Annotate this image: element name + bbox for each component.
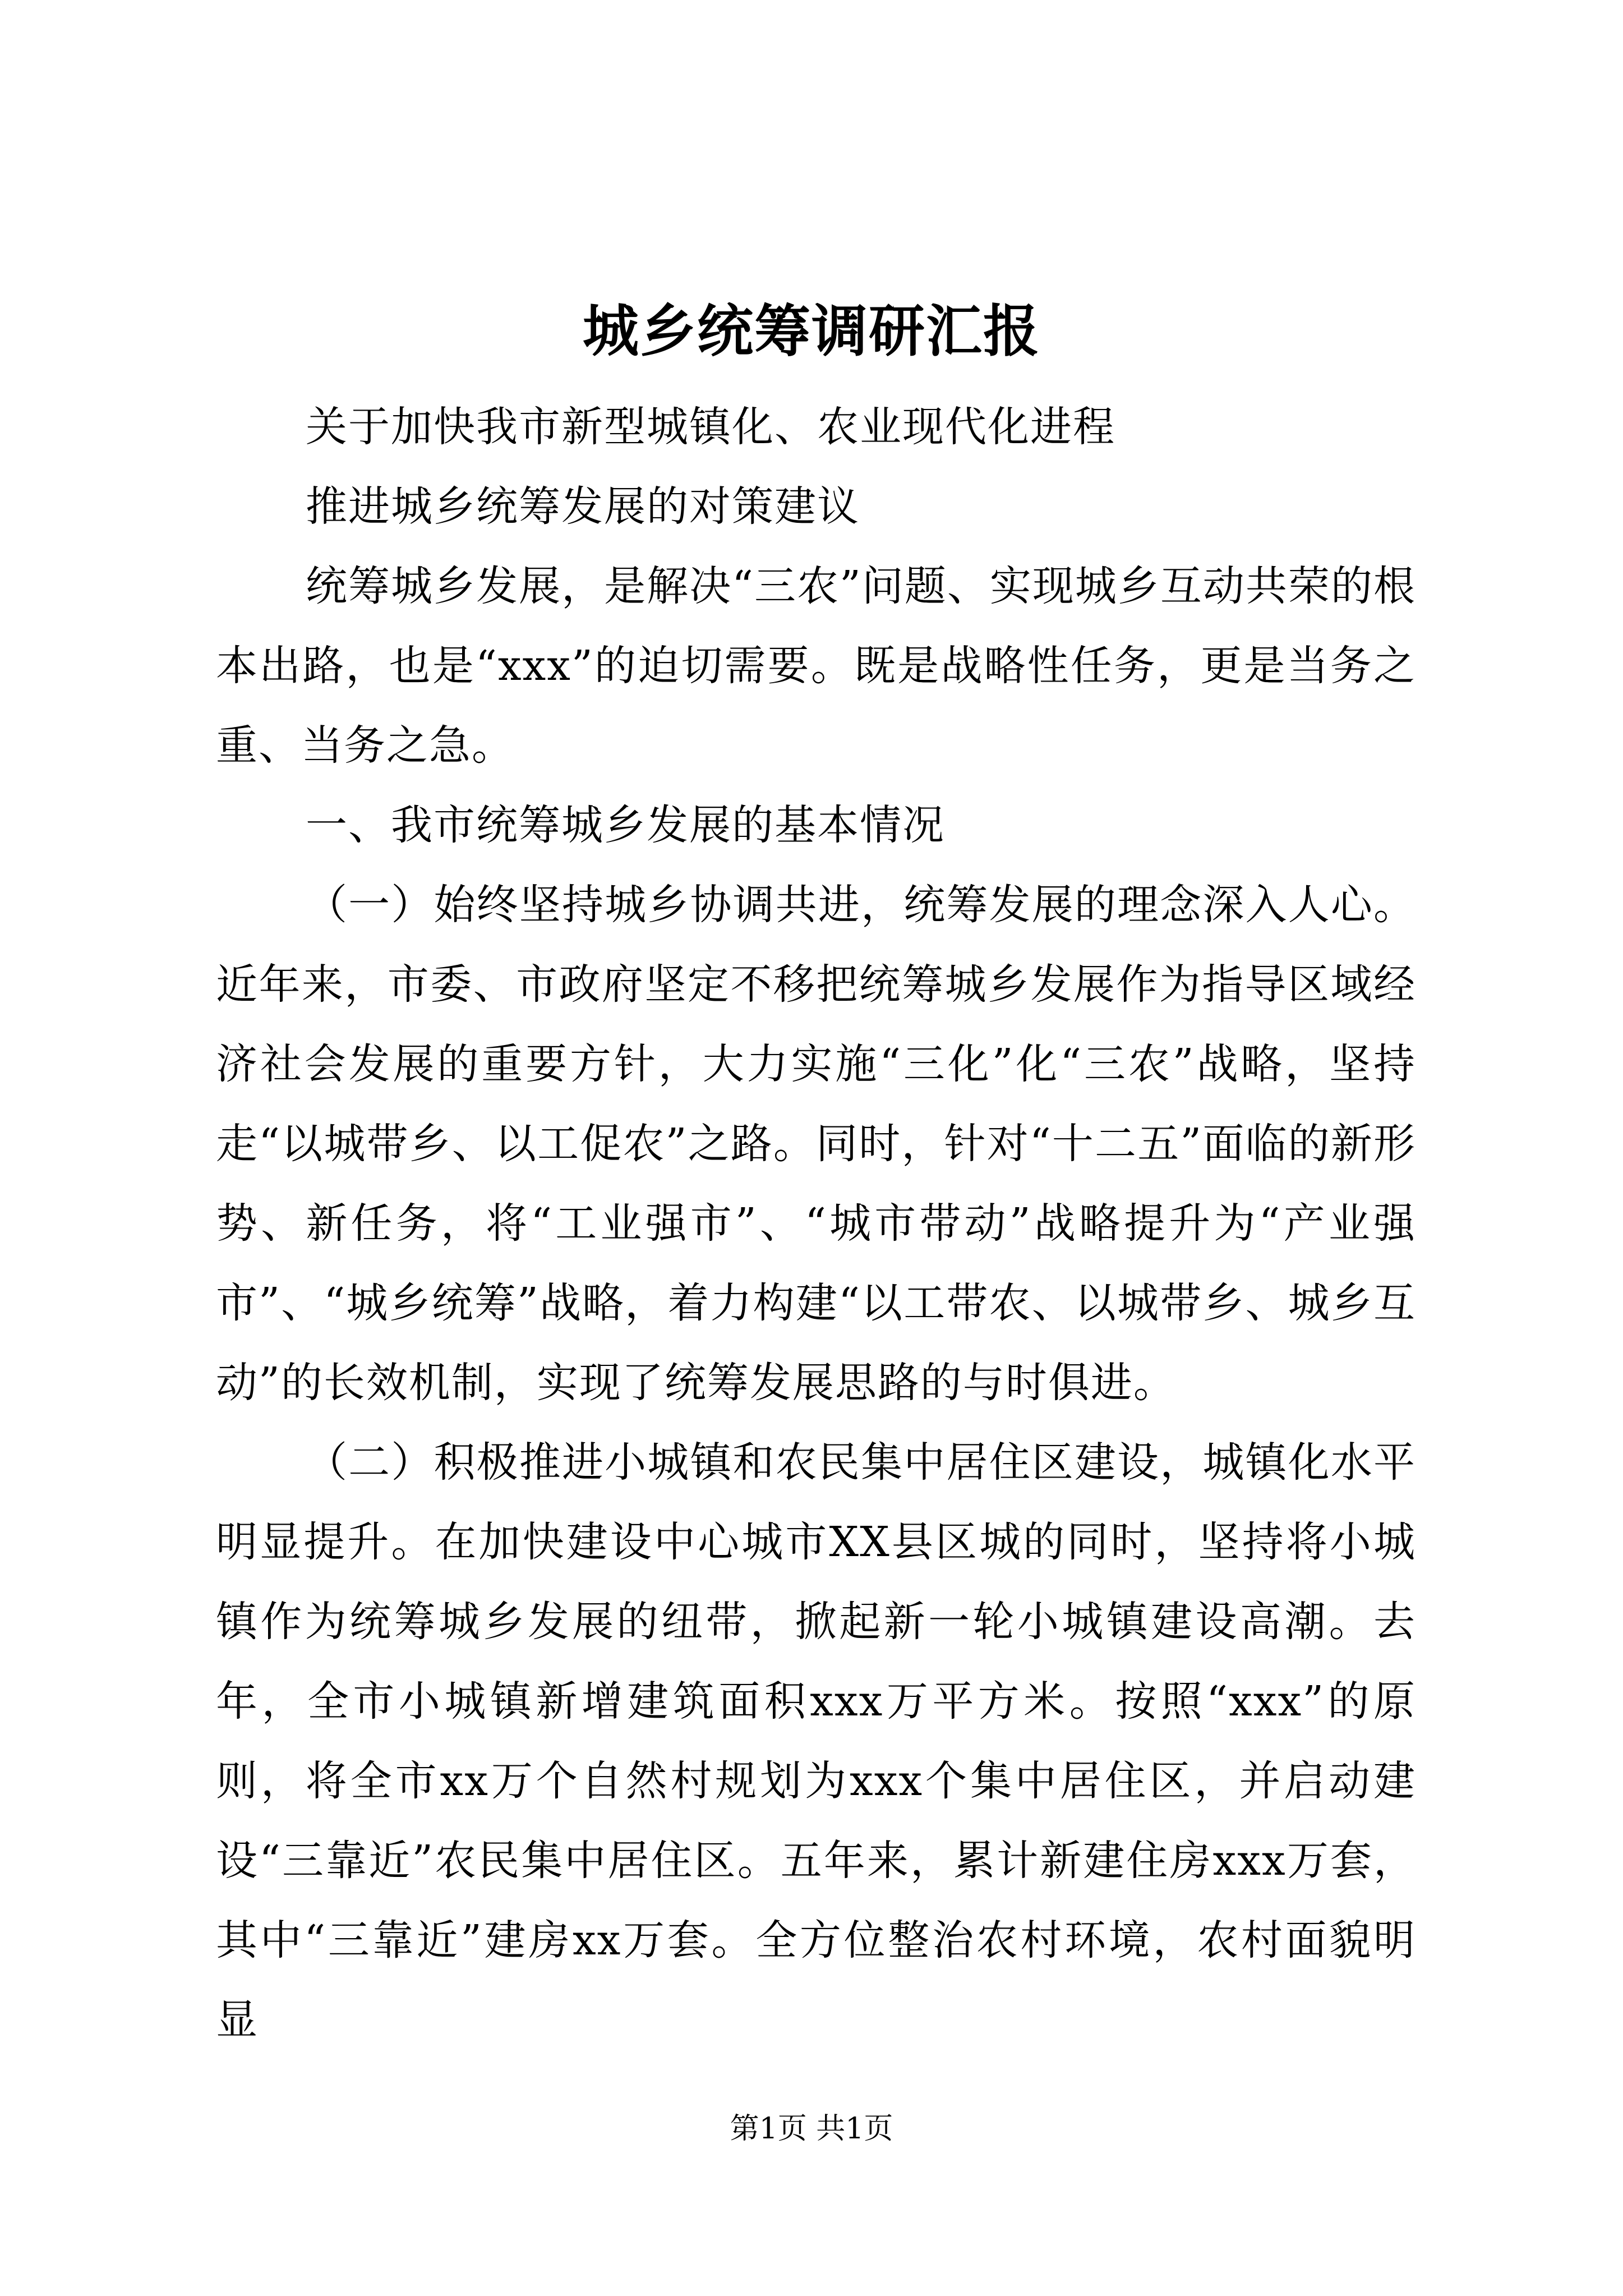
document-body (216, 387, 1416, 2060)
intro-paragraph: 统筹城乡发展，是解决“三农”问题、实现城乡互动共荣的根本出路，也是“xxx”的迫切需要。既是战略性任务，更是当务之重、当务之急。 (216, 562, 1416, 770)
section-heading: 一、我市统筹城乡发展的基本情况 (306, 801, 945, 849)
subtitle-line-1: 关于加快我市新型城镇化、农业现代化进程 (306, 403, 1115, 451)
body-paragraph: （二）积极推进小城镇和农民集中居住区建设，城镇化水平明显提升。在加快建设中心城市XX县区城的同时，坚持将小城镇作为统筹城乡发展的纽带，掀起新一轮小城镇建设高潮。去年，全市小城镇新增建筑面积xxx万平方米。按照“xxx”的原则，将全市xx万个自然村规划为xxx个集中居住区，并启动建设“三靠近”农民集中居住区。五年来，累计新建住房xxx万套，其中“三靠近”建房xx万套。全方位整治农村环境，农村面貌明显 (216, 1438, 1416, 2044)
subtitle-line-2: 推进城乡统筹发展的对策建议 (306, 482, 860, 531)
document-title: 城乡统筹调研汇报 (583, 298, 1040, 364)
body-paragraph: （一）始终坚持城乡协调共进，统筹发展的理念深入人心。近年来，市委、市政府坚定不移把统筹城乡发展作为指导区域经济社会发展的重要方针，大力实施“三化”化“三农”战略，坚持走“以城带乡、以工促农”之路。同时，针对“十二五”面临的新形势、新任务，将“工业强市”、“城市带动”战略提升为“产业强市”、“城乡统筹”战略，着力构建“以工带农、以城带乡、城乡互动”的长效机制，实现了统筹发展思路的与时俱进。 (216, 881, 1416, 1407)
page-number-footer: 第1页 共1页 (730, 2112, 893, 2146)
